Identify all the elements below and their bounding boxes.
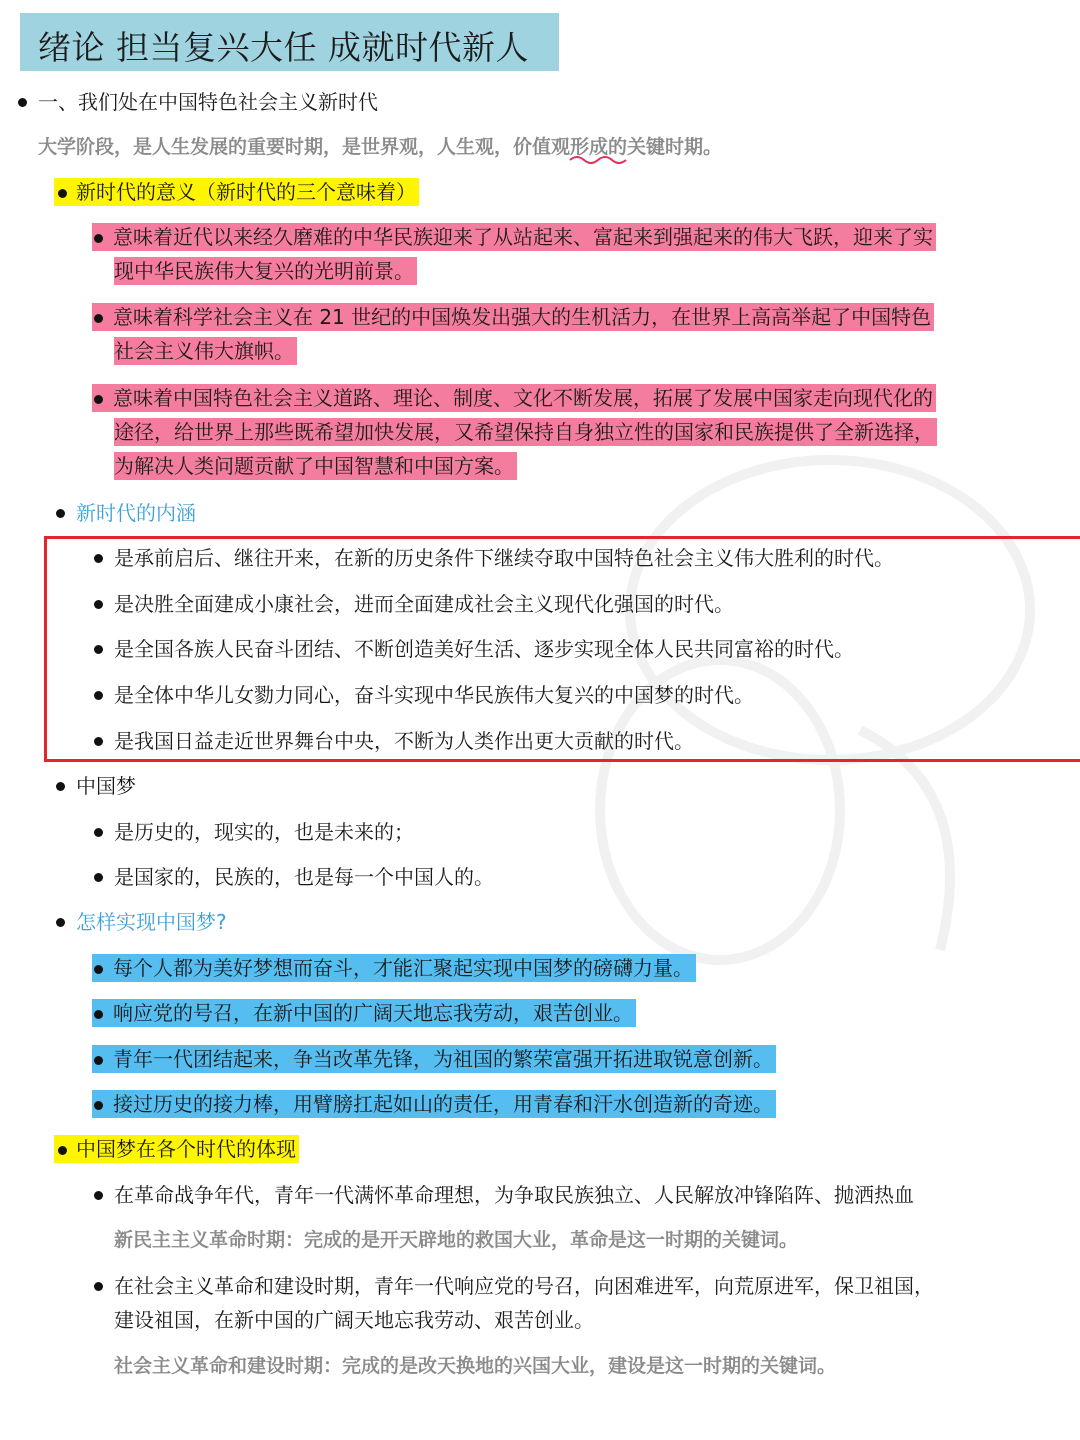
item-text: 每个人都为美好梦想而奋斗，才能汇聚起实现中国梦的磅礴力量。 [113, 956, 693, 980]
list-item [92, 1090, 776, 1118]
list-item: 在社会主义革命和建设时期，青年一代响应党的号召，向困难进军，向荒原进军，保卫祖国， [114, 1274, 934, 1298]
intro-text: 大学阶段，是人生发展的重要时期，是世界观，人生观，价值观形成的关键时期。 [38, 136, 723, 158]
bullet-icon [94, 1056, 103, 1065]
list-item-cont [114, 257, 417, 285]
bullet-icon [94, 873, 103, 882]
list-item [92, 1045, 776, 1073]
list-item: 是承前启后、继往开来，在新的历史条件下继续夺取中国特色社会主义伟大胜利的时代。 [114, 546, 894, 570]
eras-heading-row [54, 1135, 299, 1163]
title-banner [20, 13, 559, 71]
list-item: 是历史的，现实的，也是未来的； [114, 820, 414, 844]
item-text: 现中华民族伟大复兴的光明前景。 [114, 257, 417, 285]
bullet-icon [94, 691, 103, 700]
dream-heading: 中国梦 [76, 774, 136, 798]
bullet-icon [58, 1146, 67, 1155]
bullet-icon [94, 1101, 103, 1110]
bullet-icon [94, 314, 103, 323]
list-item [92, 384, 936, 412]
bullet-icon [94, 737, 103, 746]
list-item: 是全国各族人民奋斗团结、不断创造美好生活、逐步实现全体人民共同富裕的时代。 [114, 637, 854, 661]
bullet-icon [94, 234, 103, 243]
bullet-icon [94, 1010, 103, 1019]
note-text: 新民主主义革命时期：完成的是开天辟地的救国大业，革命是这一时期的关键词。 [114, 1229, 799, 1251]
squiggle-underline [568, 154, 632, 166]
bullet-icon [94, 1282, 103, 1291]
bullet-icon [56, 782, 65, 791]
bullet-icon [94, 554, 103, 563]
bullet-icon [58, 189, 67, 198]
note-text: 社会主义革命和建设时期：完成的是改天换地的兴国大业，建设是这一时期的关键词。 [114, 1355, 837, 1377]
item-text: 意味着近代以来经久磨难的中华民族迎来了从站起来、富起来到强起来的伟大飞跃，迎来了实 [113, 225, 933, 249]
list-item-cont [114, 418, 937, 446]
item-text: 响应党的号召，在新中国的广阔天地忘我劳动，艰苦创业。 [113, 1001, 633, 1025]
bullet-icon [94, 965, 103, 974]
item-text: 为解决人类问题贡献了中国智慧和中国方案。 [114, 452, 517, 480]
item-text: 意味着科学社会主义在 21 世纪的中国焕发出强大的生机活力，在世界上高高举起了中国特色 [113, 305, 932, 329]
bullet-icon [94, 600, 103, 609]
bullet-icon [56, 918, 65, 927]
list-item: 是我国日益走近世界舞台中央，不断为人类作出更大贡献的时代。 [114, 729, 694, 753]
significance-heading: 新时代的意义（新时代的三个意味着） [76, 180, 416, 204]
list-item-cont [114, 337, 297, 365]
item-text: 意味着中国特色社会主义道路、理论、制度、文化不断发展，拓展了发展中国家走向现代化的 [113, 386, 933, 410]
list-item: 在革命战争年代，青年一代满怀革命理想，为争取民族独立、人民解放冲锋陷阵、抛洒热血 [114, 1183, 914, 1207]
eras-heading: 中国梦在各个时代的体现 [76, 1137, 296, 1161]
list-item-cont [114, 452, 517, 480]
list-item [92, 303, 934, 331]
list-item [92, 999, 636, 1027]
bullet-icon [94, 645, 103, 654]
list-item-cont: 建设祖国，在新中国的广阔天地忘我劳动、艰苦创业。 [114, 1308, 594, 1332]
bullet-icon [56, 509, 65, 518]
item-text: 社会主义伟大旗帜。 [114, 337, 297, 365]
section-heading: 一、我们处在中国特色社会主义新时代 [38, 90, 378, 114]
realize-heading: 怎样实现中国梦? [76, 910, 227, 934]
item-text: 接过历史的接力棒，用臂膀扛起如山的责任，用青春和汗水创造新的奇迹。 [113, 1092, 773, 1116]
connotation-heading: 新时代的内涵 [76, 501, 196, 525]
page-title: 绪论 担当复兴大任 成就时代新人 [38, 28, 529, 67]
list-item: 是决胜全面建成小康社会，进而全面建成社会主义现代化强国的时代。 [114, 592, 734, 616]
item-text: 途径，给世界上那些既希望加快发展，又希望保持自身独立性的国家和民族提供了全新选择， [114, 418, 937, 446]
bullet-icon [94, 395, 103, 404]
list-item [92, 223, 936, 251]
significance-heading-row [54, 178, 419, 206]
bullet-icon [18, 98, 27, 107]
bullet-icon [94, 828, 103, 837]
list-item [92, 954, 696, 982]
bullet-icon [94, 1191, 103, 1200]
list-item: 是全体中华儿女勠力同心，奋斗实现中华民族伟大复兴的中国梦的时代。 [114, 683, 754, 707]
item-text: 青年一代团结起来，争当改革先锋，为祖国的繁荣富强开拓进取锐意创新。 [113, 1047, 773, 1071]
list-item: 是国家的，民族的，也是每一个中国人的。 [114, 865, 494, 889]
